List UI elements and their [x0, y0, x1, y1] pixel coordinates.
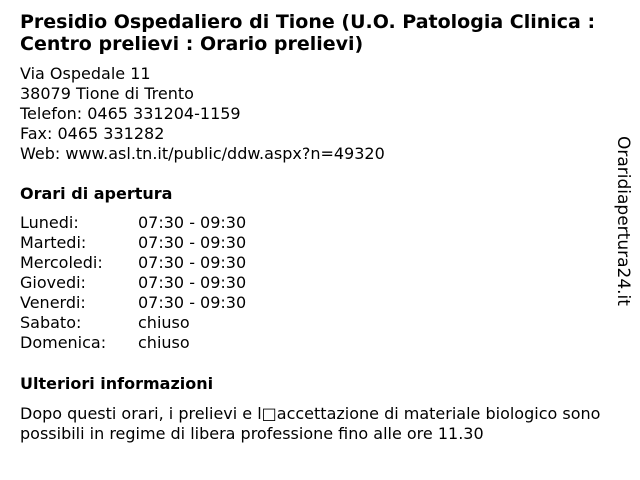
- website-link[interactable]: Web: www.asl.tn.it/public/ddw.aspx?n=49320: [20, 144, 385, 163]
- phone-number: Telefon: 0465 331204-1159: [20, 104, 241, 123]
- address-block: [20, 64, 385, 164]
- day-label: Lunedi:: [20, 213, 79, 232]
- day-label: Mercoledi:: [20, 253, 103, 272]
- time-value: 07:30 - 09:30: [138, 293, 247, 312]
- day-label: Giovedi:: [20, 273, 86, 292]
- opening-hours-heading: Orari di apertura: [20, 184, 173, 203]
- time-value: chiuso: [138, 333, 190, 352]
- fax-number: Fax: 0465 331282: [20, 124, 165, 143]
- day-label: Sabato:: [20, 313, 82, 332]
- day-label: Domenica:: [20, 333, 107, 352]
- further-info-heading: Ulteriori informazioni: [20, 374, 214, 393]
- time-value: 07:30 - 09:30: [138, 233, 247, 252]
- day-label: Venerdi:: [20, 293, 86, 312]
- watermark: [612, 136, 634, 308]
- time-value: 07:30 - 09:30: [138, 273, 247, 292]
- time-value: chiuso: [138, 313, 190, 332]
- page-title: Presidio Ospedaliero di Tione (U.O. Patologia Clinica : Centro prelievi : Orario prelievi): [20, 11, 596, 55]
- city-address: 38079 Tione di Trento: [20, 84, 194, 103]
- street-address: Via Ospedale 11: [20, 64, 151, 83]
- day-label: Martedi:: [20, 233, 87, 252]
- further-info-text: Dopo questi orari, i prelievi e l□accettazione di materiale biologico sono possibili in regime di libera professione fino alle ore 11.30: [20, 404, 601, 443]
- time-value: 07:30 - 09:30: [138, 253, 247, 272]
- time-value: 07:30 - 09:30: [138, 213, 247, 232]
- watermark-text: Oraridiapertura24.it: [613, 136, 633, 306]
